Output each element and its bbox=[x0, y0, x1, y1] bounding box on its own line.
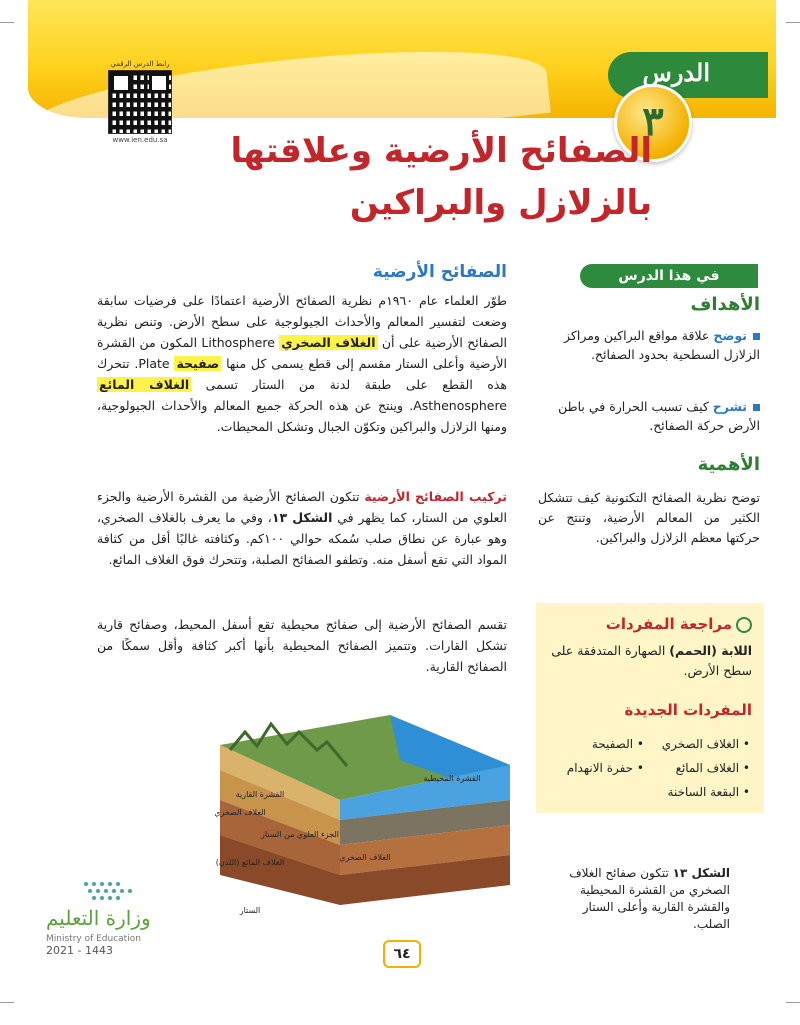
p2-lead: تركيب الصفائح الأرضية bbox=[364, 489, 508, 504]
review-term: اللابة (الحمم) bbox=[669, 643, 752, 658]
p1-text: Lithosphere المكون من القشرة الأرضية وأعلى الستار مقسم إلى قطع يسمى كل منها bbox=[97, 335, 507, 371]
qr-url[interactable]: www.ien.edu.sa bbox=[112, 136, 168, 144]
review-icon bbox=[736, 617, 752, 633]
p2-text: ، وفي ما يعرف بالغلاف الصخري، وهو عبارة عن نطاق صلب سُمكه حوالي ١٠٠كم. وكثافته غالبًا أقل من كثافة المواد التي تقع أسفل منه. وتطفو الصفائح الصلبة، وتتحرك فوق الغلاف المائع. bbox=[97, 510, 507, 567]
review-definition bbox=[547, 641, 752, 681]
ministry-arabic: وزارة التعليم bbox=[46, 906, 151, 930]
label-mantle: الستار bbox=[239, 906, 261, 915]
caption-label: الشكل ١٣ bbox=[672, 866, 730, 880]
term-highlight: الغلاف الصخري bbox=[281, 335, 376, 350]
label-asthenosphere: الغلاف المائع (اللدن) bbox=[215, 858, 285, 867]
caption-text: تتكون صفائح الغلاف الصخري من القشرة المحيطية والقشرة القارية وأعلى الستار الصلب. bbox=[569, 866, 730, 931]
review-def-text: الصهارة المتدفقة على سطح الأرض. bbox=[551, 643, 752, 678]
vocab-term-text: الصفيحة bbox=[591, 737, 634, 751]
importance-text: توضح نظرية الصفائح التكتونية كيف تتشكل الكثير من المعالم الأرضية، وتنتج عن حركتها معظم الزلازل والبراكين. bbox=[538, 490, 760, 545]
objectives-heading: الأهداف bbox=[690, 294, 760, 315]
p1-text: طوّر العلماء عام ١٩٦٠م نظرية الصفائح الأرضية اعتمادًا على فرضيات سابقة وضعت لتفسير المعالم والأحداث الجيولوجية على سطح الأرض. وتنص نظرية الصفائح الأرضية على أن bbox=[97, 293, 507, 350]
ministry-dots-icon bbox=[46, 878, 136, 904]
ministry-year: 2021 - 1443 bbox=[46, 944, 113, 957]
p2-text: تتكون الصفائح الأرضية من القشرة الأرضية والجزء العلوي من الستار، كما يظهر في bbox=[97, 489, 507, 525]
objective-item bbox=[535, 397, 760, 435]
label-oceanic-crust: القشرة المحيطية bbox=[423, 774, 481, 783]
crop-mark bbox=[786, 1002, 800, 1003]
vocab-term-text: حفرة الانهدام bbox=[566, 761, 634, 775]
objective-verb: تشرح bbox=[712, 399, 747, 414]
square-bullet-icon bbox=[753, 404, 760, 411]
new-vocab-heading: المفردات الجديدة bbox=[624, 701, 752, 719]
objective-item bbox=[535, 326, 760, 364]
vocab-term: • الصفيحة bbox=[591, 737, 644, 751]
ministry-logo bbox=[46, 878, 166, 957]
vocab-term-text: الغلاف المائع bbox=[675, 761, 740, 775]
importance-heading: الأهمية bbox=[697, 454, 760, 475]
review-heading bbox=[606, 615, 752, 633]
figure-ref: الشكل ١٣ bbox=[271, 510, 333, 525]
lesson-number: ٣ bbox=[614, 84, 692, 162]
vocabulary-box bbox=[536, 603, 764, 813]
p1-text: Asthenosphere. وينتج عن هذه الحركة جميع المعالم والأحداث الجيولوجية، ومنها الزلازل والبراكين وتكوّن الجبال وتشكل المحيطات. bbox=[97, 398, 507, 434]
label-continental-crust: القشرة القارية bbox=[235, 790, 285, 799]
vocab-term-text: البقعة الساخنة bbox=[667, 785, 740, 799]
page-title bbox=[152, 125, 652, 229]
square-bullet-icon bbox=[753, 333, 760, 340]
ministry-english: Ministry of Education bbox=[46, 934, 141, 944]
crop-mark bbox=[786, 22, 800, 23]
paragraph-2 bbox=[97, 486, 507, 570]
vocab-term: • البقعة الساخنة bbox=[667, 785, 750, 799]
label-lithosphere: الغلاف الصخري bbox=[214, 808, 266, 817]
paragraph-3: تقسم الصفائح الأرضية إلى صفائح محيطية تقع أسفل المحيط، وصفائح قارية تشكل القارات. وتتميز الصفائح المحيطية بأنها أكبر كثافة وأقل سمكًا من الصفائح القارية. bbox=[97, 617, 507, 674]
term-highlight: صفيحة bbox=[176, 356, 220, 371]
paragraph-1 bbox=[97, 290, 507, 437]
vocab-term-text: الغلاف الصخري bbox=[661, 737, 740, 751]
objective-text: كيف تسبب الحرارة في باطن الأرض حركة الصفائح. bbox=[558, 399, 760, 433]
crop-mark bbox=[0, 22, 14, 23]
title-line-1: الصفائح الأرضية وعلاقتها bbox=[230, 131, 652, 171]
section-title: الصفائح الأرضية bbox=[372, 262, 507, 282]
lesson-word: الدرس bbox=[642, 58, 710, 87]
p1-text: Plate. تتحرك هذه القطع على طبقة لدنة من الستار تسمى bbox=[97, 356, 507, 392]
objective-verb: توضح bbox=[713, 328, 747, 343]
term-highlight: الغلاف المائع bbox=[99, 377, 190, 392]
vocab-term: • الغلاف الصخري bbox=[661, 737, 750, 751]
figure-caption bbox=[555, 865, 730, 933]
crop-mark bbox=[0, 1002, 14, 1003]
in-this-lesson-badge: في هذا الدرس bbox=[580, 264, 758, 288]
vocab-term: • الغلاف المائع bbox=[675, 761, 750, 775]
page-number: ٦٤ bbox=[383, 940, 421, 968]
plate-crosssection-figure bbox=[190, 705, 510, 915]
label-lithosphere-2: الغلاف الصخري bbox=[339, 853, 391, 862]
qr-caption: رابط الدرس الرقمي bbox=[110, 60, 170, 68]
objective-text: علاقة مواقع البراكين ومراكز الزلازل السطحية بحدود الصفائح. bbox=[564, 328, 760, 362]
title-line-2: بالزلازل والبراكين bbox=[349, 183, 652, 223]
review-heading-text: مراجعة المفردات bbox=[605, 615, 732, 633]
vocab-term: • حفرة الانهدام bbox=[566, 761, 644, 775]
label-upper-mantle: الجزء العلوي من الستار bbox=[260, 830, 340, 839]
